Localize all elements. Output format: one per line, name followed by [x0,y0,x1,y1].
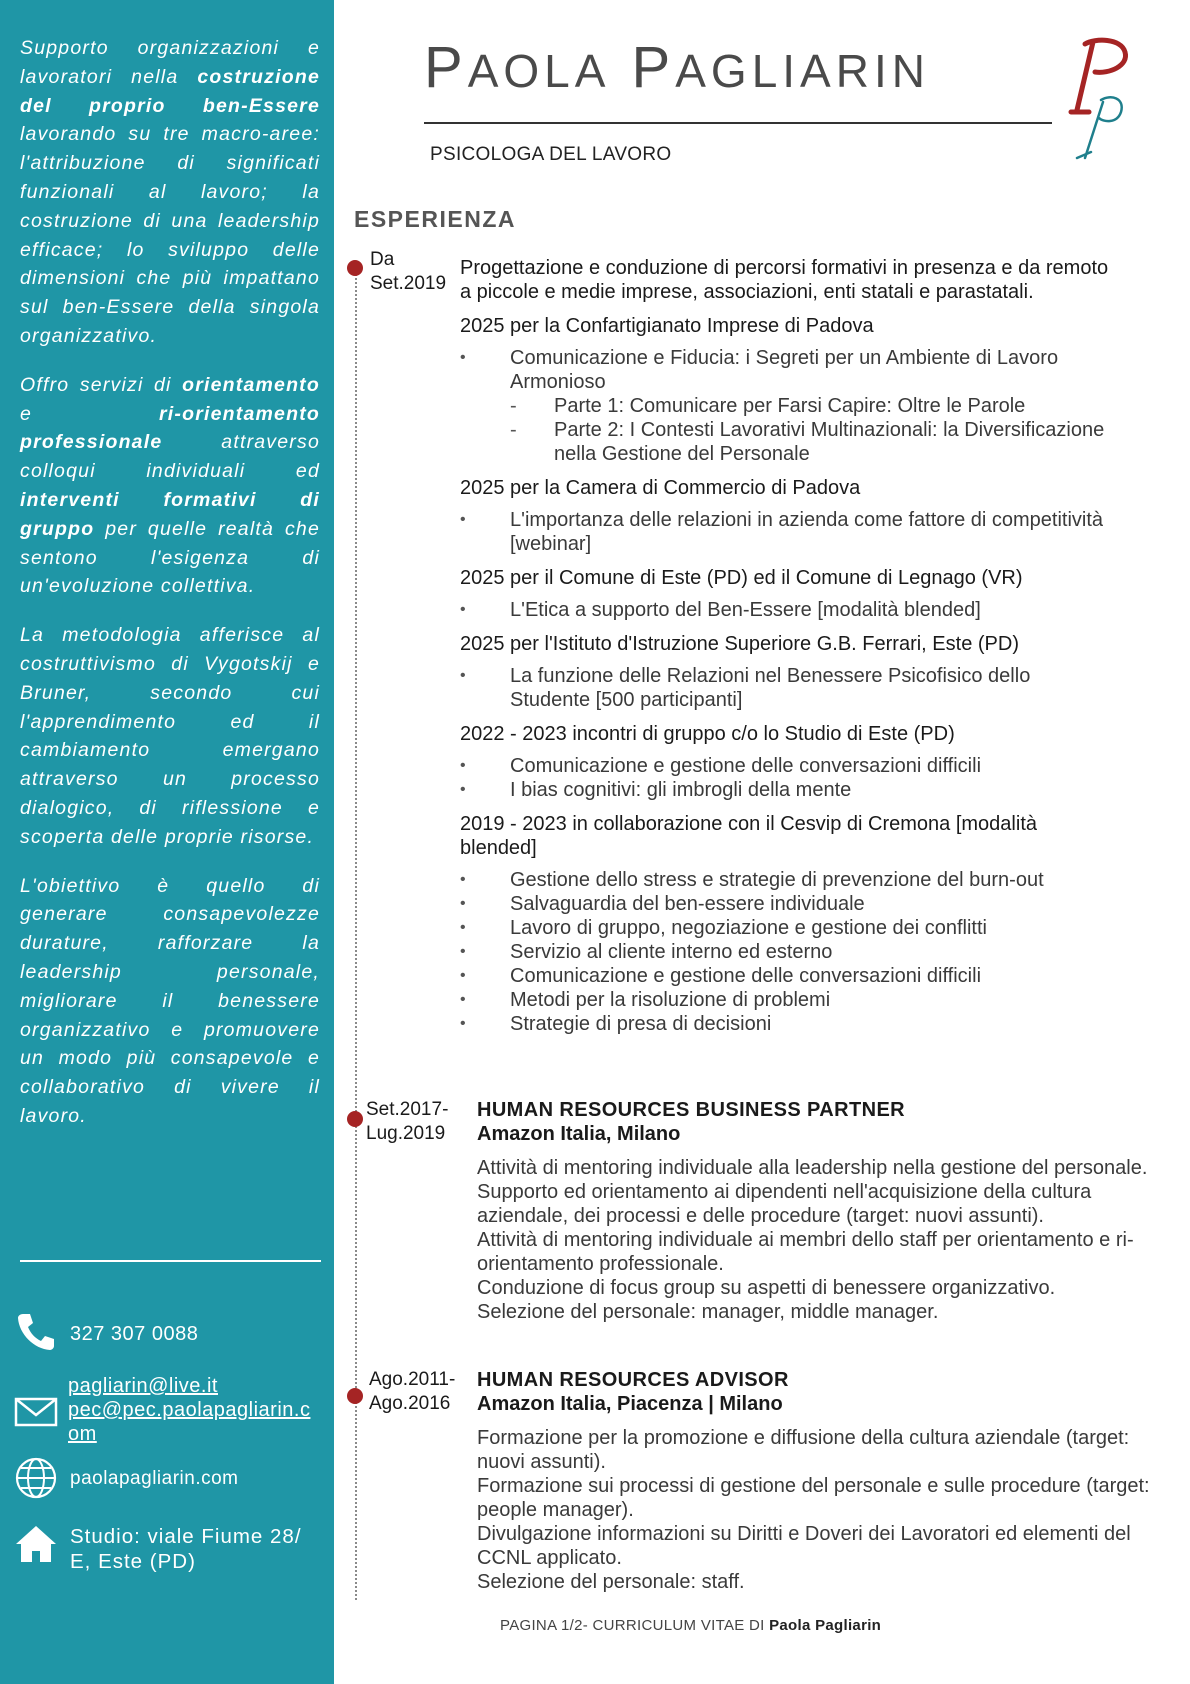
job-title: HUMAN RESOURCES ADVISOR [477,1369,789,1391]
job-company: Amazon Italia, Piacenza | Milano [477,1393,783,1415]
intro-paragraph-3: La metodologia afferisce al costruttivismo di Vygotskij e Bruner, secondo cui l'apprendimento ed il cambiamento emergano attraverso un processo dialogico, di riflessione e scoperta delle proprie risorse. [20,624,320,848]
intro-text-run: attraverso colloqui individuali ed [20,431,320,483]
timeline-dot [347,1111,363,1127]
training-list [460,664,1110,712]
training-group-heading: 2025 per la Camera di Commercio di Padova [460,477,861,499]
sidebar [0,0,334,1684]
header-divider [424,122,1052,124]
section-title-experience: ESPERIENZA [354,206,516,232]
job-description [477,1156,1183,1324]
description-line: Attività di mentoring individuale ai membri dello staff per orientamento e ri-orientamento professionale. [477,1229,1134,1275]
description-line: Conduzione di focus group su aspetti di benessere organizzativo. [477,1277,1056,1299]
experience-entry-training [460,256,1110,1036]
globe-icon [14,1456,58,1500]
intro-paragraph-4: L'obiettivo è quello di generare consapevolezze durature, rafforzare la leadership personale, migliorare il benessere organizzativo e promuovere un modo più consapevole e collaborativo di vivere il lavoro. [20,874,320,1127]
training-list [460,754,1110,802]
list-item: • Strategie di presa di decisioni [460,1012,1110,1036]
job-title: HUMAN RESOURCES BUSINESS PARTNER [477,1099,906,1121]
description-line: Supporto ed orientamento ai dipendenti nell'acquisizione della cultura aziendale, dei processi e delle procedure (target: nuovi assunti). [477,1181,1092,1227]
list-item: • L'importanza delle relazioni in azienda come fattore di competitività [webinar] [460,508,1110,556]
list-item: • Comunicazione e Fiducia: i Segreti per un Ambiente di Lavoro Armonioso [460,346,1110,394]
list-item: • Metodi per la risoluzione di problemi [460,988,1110,1012]
job-company: Amazon Italia, Milano [477,1123,681,1145]
intro-emphasis: interventi formativi di gruppo [20,488,320,540]
studio-address: Studio: viale Fiume 28/ E, Este (PD) [70,1525,302,1573]
intro-text-run: e [20,402,159,425]
entry-date: Da Set.2019 [370,249,447,294]
list-item: • La funzione delle Relazioni nel Benessere Psicofisico dello Studente [500 participanti] [460,664,1110,712]
timeline-dot [347,260,363,276]
mail-icon [14,1390,58,1434]
list-item: • Salvaguardia del ben-essere individuale [460,892,1110,916]
list-item: • Gestione dello stress e strategie di prevenzione del burn-out [460,868,1110,892]
timeline-dot [347,1388,363,1404]
list-item: • Comunicazione e gestione delle conversazioni difficili [460,964,1110,988]
list-item: • Comunicazione e gestione delle conversazioni difficili [460,754,1110,778]
experience-entry-hra [477,1368,1177,1594]
training-list [460,868,1110,1036]
contact-email[interactable] [14,1374,324,1446]
contact-website[interactable] [14,1456,324,1500]
training-group-heading: 2025 per il Comune di Este (PD) ed il Comune di Legnago (VR) [460,567,1023,589]
intro-emphasis: costruzione del proprio ben-Essere [20,65,320,117]
website-link[interactable]: paolapagliarin.com [70,1468,239,1489]
description-line: Formazione sui processi di gestione del personale e sulle procedure (target: people manager). [477,1475,1150,1521]
description-line: Selezione del personale: staff. [477,1571,745,1593]
training-list [460,508,1110,556]
phone-icon [14,1310,58,1354]
training-list [460,346,1110,394]
list-subitem: - Parte 2: I Contesti Lavorativi Multinazionali: la Diversificazione nella Gestione del Personale [510,418,1110,466]
job-description [477,1426,1177,1594]
pec-link[interactable]: pec@pec.paolapagliarin.com [68,1399,311,1445]
sidebar-divider [20,1260,321,1262]
training-group-heading: 2022 - 2023 incontri di gruppo c/o lo Studio di Este (PD) [460,723,955,745]
intro-text [20,34,320,1151]
page-title: PAOLA PAGLIARIN [424,35,930,100]
entry-date: Ago.2011- Ago.2016 [369,1369,456,1414]
description-line: Formazione per la promozione e diffusione della cultura aziendale (target: nuovi assunti). [477,1427,1130,1473]
description-line: Selezione del personale: manager, middle manager. [477,1301,939,1323]
home-icon [14,1522,58,1566]
training-group-heading: 2025 per l'Istituto d'Istruzione Superiore G.B. Ferrari, Este (PD) [460,633,1019,655]
email-link[interactable]: pagliarin@live.it [68,1375,218,1397]
entry-date: Set.2017- Lug.2019 [366,1099,449,1144]
contact-phone[interactable] [14,1310,324,1354]
contact-studio [14,1522,324,1574]
intro-text-run: Offro servizi di [20,373,183,396]
entry-intro: Progettazione e conduzione di percorsi formativi in presenza e da remoto a piccole e medie imprese, associazioni, enti statali e parastatali. [460,257,1109,303]
job-role: PSICOLOGA DEL LAVORO [430,144,672,165]
phone-number: 327 307 0088 [70,1323,199,1345]
description-line: Attività di mentoring individuale alla leadership nella gestione del personale. [477,1157,1148,1179]
training-sublist [510,394,1110,466]
list-item: • Lavoro di gruppo, negoziazione e gestione dei conflitti [460,916,1110,940]
training-list [460,598,1110,622]
intro-paragraph-1 [20,34,320,351]
page-footer: PAGINA 1/2- CURRICULUM VITAE DI Paola Pagliarin [500,1617,882,1634]
training-groups [460,314,1110,1036]
intro-text-run: per quelle realtà che sentono l'esigenza di un'evoluzione collettiva. [20,517,320,598]
intro-text-run: lavorando su tre macro-aree: l'attribuzione di significati funzionali al lavoro; la costruzione di una leadership efficace; lo sviluppo delle dimensioni che più impattano sul ben-Essere della singola organizzativo. [20,123,320,347]
list-item: • Servizio al cliente interno ed esterno [460,940,1110,964]
training-group-heading: 2025 per la Confartigianato Imprese di Padova [460,315,874,337]
list-item: • I bias cognitivi: gli imbrogli della mente [460,778,1110,802]
list-item: • L'Etica a supporto del Ben-Essere [modalità blended] [460,598,1110,622]
intro-text-run: Supporto organizzazioni e lavoratori nella [20,37,320,88]
experience-entry-hrbp [477,1098,1183,1324]
intro-emphasis: orientamento [182,373,320,396]
list-subitem: - Parte 1: Comunicare per Farsi Capire: Oltre le Parole [510,394,1110,418]
monogram-logo [1055,30,1141,166]
intro-paragraph-2 [20,371,320,601]
description-line: Divulgazione informazioni su Diritti e Doveri dei Lavoratori ed elementi del CCNL applicato. [477,1523,1131,1569]
intro-emphasis: ri-orientamento professionale [20,402,320,454]
training-group-heading: 2019 - 2023 in collaborazione con il Cesvip di Cremona [modalità blended] [460,813,1037,859]
